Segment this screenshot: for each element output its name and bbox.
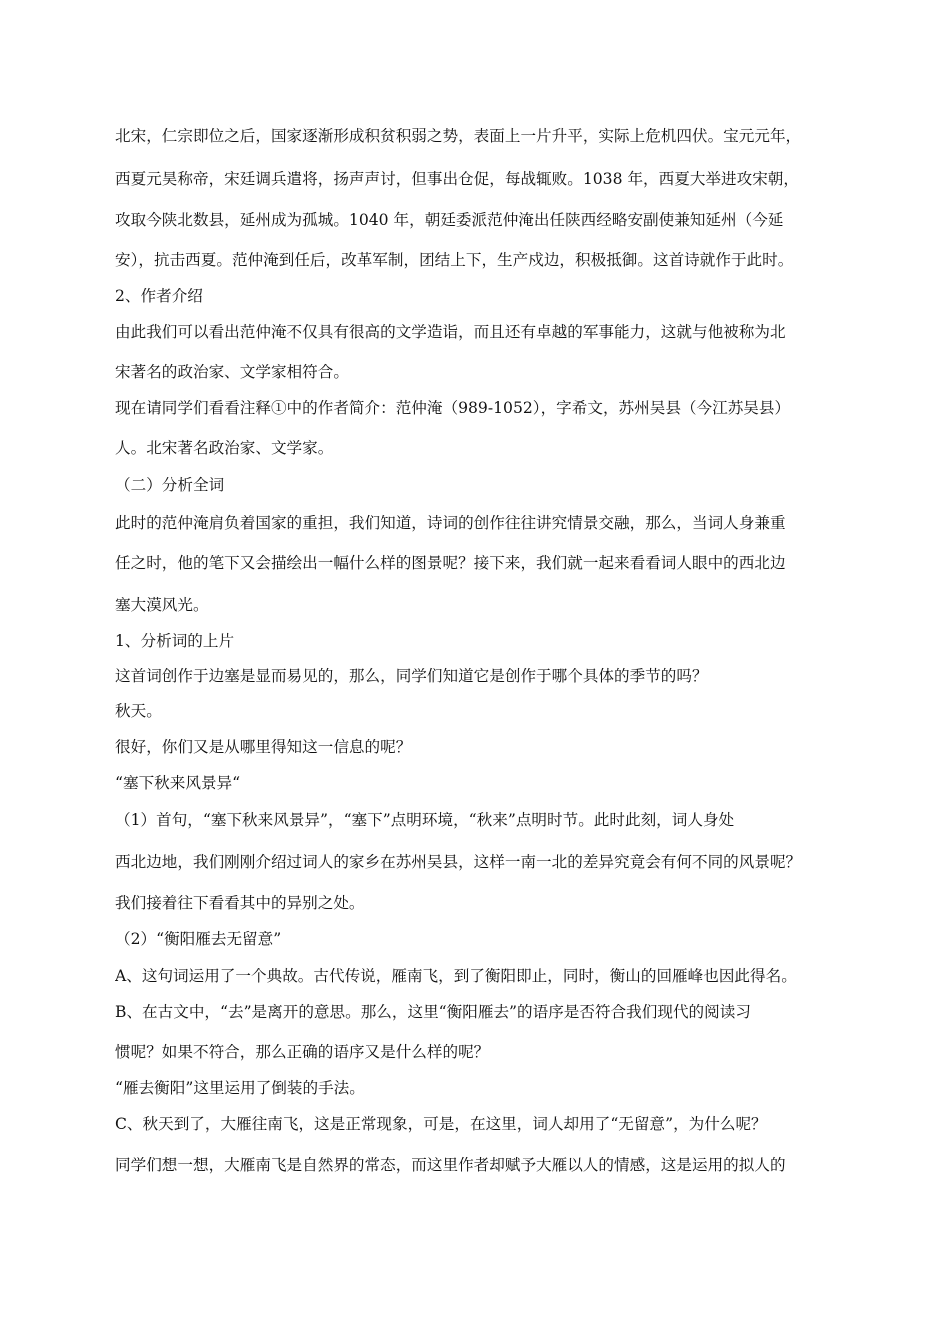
text-line: 现在请同学们看看注释①中的作者简介：范仲淹（989-1052），字希文，苏州吴县（今江苏吴县）: [115, 399, 791, 417]
text-line: 由此我们可以看出范仲淹不仅具有很高的文学造诣，而且还有卓越的军事能力，这就与他被称为北: [115, 323, 786, 341]
text-line: 惯呢？如果不符合，那么正确的语序又是什么样的呢？: [115, 1043, 490, 1061]
text-line: 很好，你们又是从哪里得知这一信息的呢？: [115, 738, 412, 756]
text-line: 此时的范仲淹肩负着国家的重担，我们知道，诗词的创作往往讲究情景交融，那么，当词人身兼重: [115, 514, 786, 532]
text-line: 攻取今陕北数县，延州成为孤城。1040 年，朝廷委派范仲淹出任陕西经略安副使兼知延州（今延: [115, 211, 784, 229]
section-heading: （二）分析全词: [115, 476, 225, 494]
text-line: 西北边地，我们刚刚介绍过词人的家乡在苏州吴县，这样一南一北的差异究竟会有何不同的风景呢？: [115, 853, 802, 871]
text-line: 塞大漠风光。: [115, 596, 209, 614]
text-line: 人。北宋著名政治家、文学家。: [115, 439, 334, 457]
text-line: 北宋，仁宗即位之后，国家逐渐形成积贫积弱之势，表面上一片升平，实际上危机四伏。宝元元年，: [115, 127, 802, 145]
text-line: “雁去衡阳”这里运用了倒装的手法。: [115, 1079, 365, 1097]
text-line: C、秋天到了，大雁往南飞，这是正常现象，可是，在这里，词人却用了“无留意”，为什么呢？: [115, 1115, 767, 1133]
section-heading: 2、作者介绍: [115, 287, 203, 305]
text-line: B、在古文中，“去”是离开的意思。那么，这里“衡阳雁去”的语序是否符合我们现代的阅读习: [115, 1003, 751, 1021]
text-line: 安），抗击西夏。范仲淹到任后，改革军制，团结上下，生产戍边，积极抵御。这首诗就作于此时。: [115, 251, 794, 269]
text-line: 同学们想一想，大雁南飞是自然界的常态，而这里作者却赋予大雁以人的情感，这是运用的拟人的: [115, 1156, 786, 1174]
text-line: 这首词创作于边塞是显而易见的，那么，同学们知道它是创作于哪个具体的季节的吗？: [115, 667, 708, 685]
text-line: 任之时，他的笔下又会描绘出一幅什么样的图景呢？接下来，我们就一起来看看词人眼中的西北边: [115, 554, 786, 572]
section-heading: （2）“衡阳雁去无留意”: [115, 930, 282, 948]
text-line: 秋天。: [115, 702, 162, 720]
text-line: 宋著名的政治家、文学家相符合。: [115, 363, 349, 381]
text-line: （1）首句，“塞下秋来风景异”，“塞下”点明环境，“秋来”点明时节。此时此刻，词人身处: [115, 811, 735, 829]
text-line: A、这句词运用了一个典故。古代传说，雁南飞，到了衡阳即止，同时，衡山的回雁峰也因此得名。: [115, 967, 797, 985]
text-line: 西夏元昊称帝，宋廷调兵遣将，扬声声讨，但事出仓促，每战辄败。1038 年，西夏大举进攻宋朝，: [115, 170, 799, 188]
quote-line: “塞下秋来风景异“: [115, 774, 241, 792]
text-line: 我们接着往下看看其中的异别之处。: [115, 894, 365, 912]
section-heading: 1、分析词的上片: [115, 632, 235, 650]
